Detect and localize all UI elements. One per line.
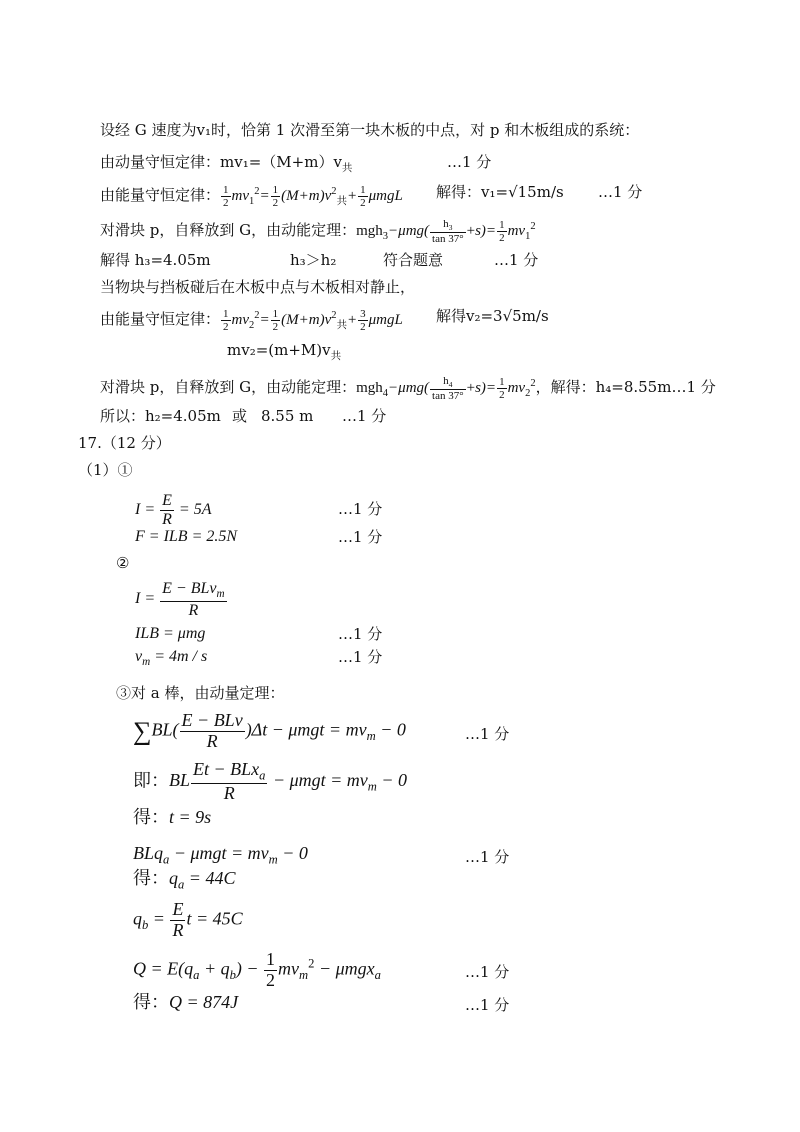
score-mark: …1 分 [671,378,716,396]
heat-equation: $Q = E(q_a + q_b)$ − $\frac{1}{2}$ $mv_m^2 - \mu mgx_a$ [133,949,381,990]
charge-a-result: 得：$q_a = 44C$ [133,868,236,892]
charge-a-value: = 44C [188,868,236,888]
score-mark: …1 分 [342,407,387,425]
kinetic-equation-1: mgh$_3$−μmg( $\frac{h_3}{\tan 37^\circ}$ +s)= $\frac{1}{2}$ $mv_1^2$ [356,217,536,246]
part-2-label: ② [116,554,130,572]
energy-line-2 [100,306,403,336]
score-mark: …1 分 [465,963,510,981]
kinetic-line-2: 对滑块 p，自释放到 G，由动能定理：mgh$_4$−μmg( $\frac{h_4}{\tan 37^\circ}$ +s)= $\frac{1}{2}$ $mv_2^2$，解得：h₄=8.55m…1 分 [100,374,716,403]
integrated-equation: 即：BL $\frac{Et - BLx_a}{R}$ − $\mu mgt = mv_m - 0$ [133,759,408,804]
charge-b-equation: $q_b$ = $\frac{E}{R}$ t = 45C [133,899,243,940]
h3-value: 解得 h₃=4.05m [100,251,211,269]
result-label: 得： [133,992,169,1013]
velocity-value: = 4m / s [154,648,208,665]
momentum-equation-2: mv₂=(m+M)v [227,341,331,359]
solve-label: 解得： [436,183,482,201]
meets-condition: 符合题意 [383,251,444,269]
kinetic-equation-2: mgh$_4$−μmg( $\frac{h_4}{\tan 37^\circ}$ +s)= $\frac{1}{2}$ $mv_2^2$ [356,374,536,403]
time-result [133,807,211,828]
score-mark: …1 分 [465,725,510,743]
energy-equation: $\frac{1}{2}$ $mv_1^2=$ $\frac{1}{2}$ $(M+m)v^2_共+$ $\frac{1}{2}$ μmgL [223,183,403,210]
score-mark: …1 分 [338,500,383,518]
balance-equation: ILB = μmg [135,625,206,642]
current-equation: I = $\frac{E}{R}$ = 5A [135,492,212,528]
h3-compare: h₃＞h₂ [290,251,337,269]
v1-result: v₁=√15m/s [481,183,564,201]
h2-alt-value: 8.55 m [261,407,314,425]
collision-line: 当物块与挡板碰后在木板中点与木板相对静止， [100,278,416,296]
score-mark: …1 分 [338,648,383,666]
velocity-equation: $v_m = 4m / s$ [135,648,208,669]
v2-result: 解得v₂=3√5m/s [436,307,549,325]
current-equation-2: I = $\frac{E - BLv_m}{R}$ [135,580,225,619]
score-mark: …1 分 [447,153,492,171]
h3-result [100,250,211,270]
result-label: 得： [133,807,169,828]
energy-equation-2: $\frac{1}{2}$ $mv_2^2=$ $\frac{1}{2}$ $(M+m)v^2_共+$ $\frac{3}{2}$ μmgL [223,307,403,334]
momentum-label: 由动量守恒定律： [100,153,221,171]
momentum-line-2 [227,340,341,366]
kinetic-label-2: 对滑块 p，自释放到 G，由动能定理： [100,378,357,396]
kinetic-label: 对滑块 p，自释放到 G，由动能定理： [100,221,357,239]
intro-text: 设经 G 速度为v₁时，恰第 1 次滑至第一块木板的中点，对 p 和木板组成的系统： [100,121,640,139]
score-mark: …1 分 [465,996,510,1014]
intro-line [100,120,639,140]
energy-label: 由能量守恒定律： [100,186,221,204]
question-heading: 17.（12 分） [78,434,171,452]
energy-label-2: 由能量守恒定律： [100,310,221,328]
score-mark: …1 分 [338,528,383,546]
result-label: 得： [133,868,169,889]
kinetic-line-1 [100,217,536,247]
energy-solution-1 [436,182,564,202]
h4-result: 解得：h₄=8.55m [550,378,672,396]
energy-line-1 [100,182,403,212]
heat-result [133,992,238,1013]
momentum-line [100,152,352,178]
momentum-subscript-2: 共 [330,350,342,362]
score-mark: …1 分 [494,251,539,269]
part-1-label: （1）① [78,461,133,479]
score-mark: …1 分 [338,625,383,643]
score-mark: …1 分 [465,848,510,866]
momentum-equation: mv₁=（M+m）v [220,153,342,171]
charge-b-value: = 45C [195,908,243,929]
heat-value: Q = 874J [169,992,239,1012]
h2-result: 所以：h₂=4.05m [100,407,221,425]
score-mark: …1 分 [598,183,643,201]
namely-label: 即： [133,770,169,792]
momentum-theorem-equation: ∑BL( $\frac{\text{E − BLv}}{R}$ )$\Delta t - \mu mgt = mv_m - 0$ [133,710,406,751]
current-value: = 5A [178,500,212,518]
force-equation: F = ILB = 2.5N [135,528,238,545]
momentum-subscript: 共 [341,162,353,174]
part-3-label: ③对 a 棒，由动量定理： [116,684,285,702]
or-word: 或 [232,407,248,425]
time-value: t = 9s [169,807,212,827]
charge-equation: $BLq_a - \mu mgt = mv_m - 0$ [133,843,308,867]
